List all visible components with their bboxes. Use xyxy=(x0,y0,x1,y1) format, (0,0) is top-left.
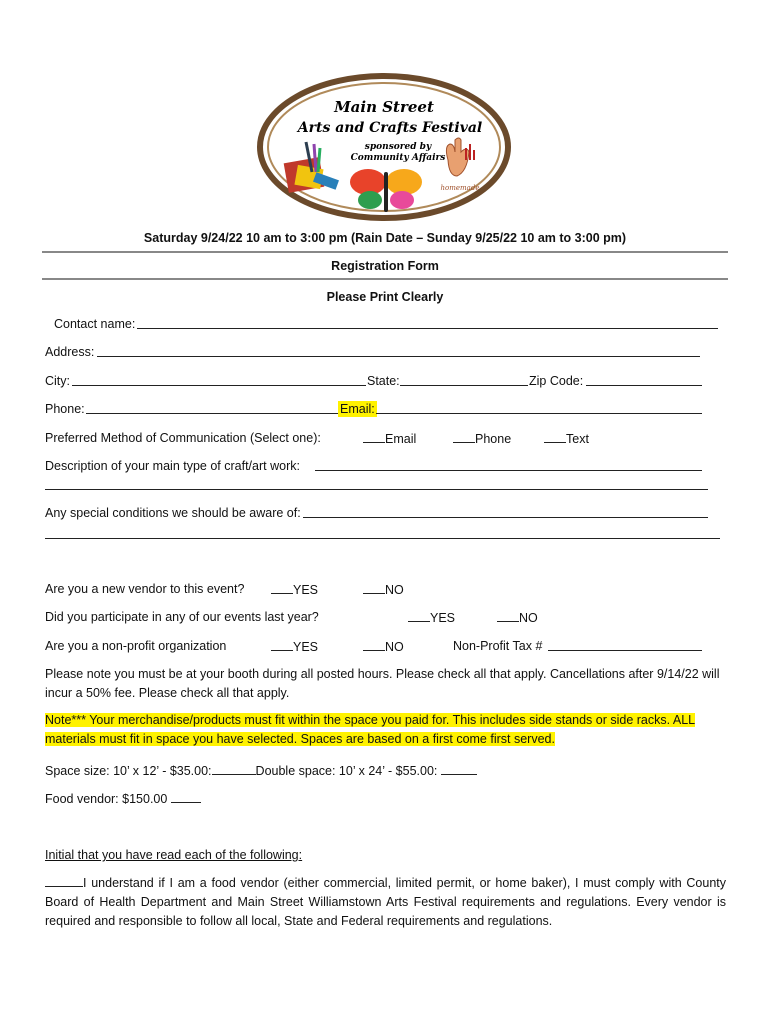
form-title: Registration Form xyxy=(331,259,439,273)
tax-id-field[interactable] xyxy=(548,650,702,651)
double-space-blank[interactable] xyxy=(441,762,477,775)
non-profit-question: Are you a non-profit organization xyxy=(45,639,227,653)
initials-item-1-text: I understand if I am a food vendor (either commercial, limited permit, or home baker), I must comply with County Board of Health Department and Main Street Williamstown Arts Festival requirements and regulations. Every vendor is required and responsible to follow all local, State and Federal requirements and regulations. xyxy=(45,876,726,928)
preferred-method-label: Preferred Method of Communication (Select one): xyxy=(45,431,321,445)
past-events-no-label: NO xyxy=(519,611,538,625)
non-profit-yes[interactable] xyxy=(271,638,318,655)
space-size-row xyxy=(45,762,477,779)
state-field[interactable] xyxy=(400,385,528,386)
city-field[interactable] xyxy=(72,385,366,386)
past-events-yes-blank[interactable] xyxy=(408,609,430,622)
event-date-line: Saturday 9/24/22 10 am to 3:00 pm (Rain Date – Sunday 9/25/22 10 am to 3:00 pm) xyxy=(143,231,627,245)
space-size-label: Space size: 10’ x 12’ - $35.00: xyxy=(45,764,212,778)
hours-note: Please note you must be at your booth during all posted hours. Please check all that apply. Cancellations after 9/14/22 will incur a 50% fee. Please check all that apply. xyxy=(45,667,720,700)
non-profit-yes-blank[interactable] xyxy=(271,638,293,651)
print-instruction: Please Print Clearly xyxy=(326,290,444,304)
non-profit-no-label: NO xyxy=(385,640,404,654)
zip-field[interactable] xyxy=(586,385,702,386)
past-events-no[interactable] xyxy=(497,609,538,626)
divider-top xyxy=(42,251,728,253)
space-note-text: Note*** Your merchandise/products must fit within the space you paid for. This includes side stands or side racks. ALL materials must fit in space you have selected. Spaces are based on a first come first served. xyxy=(45,713,696,746)
space-note xyxy=(45,711,725,749)
option-text-label: Text xyxy=(566,432,589,446)
divider-bottom xyxy=(42,278,728,280)
food-vendor-row xyxy=(45,790,201,807)
new-vendor-question: Are you a new vendor to this event? xyxy=(45,582,245,596)
new-vendor-yes[interactable] xyxy=(271,581,318,598)
special-conditions-field[interactable] xyxy=(303,517,708,518)
new-vendor-yes-blank[interactable] xyxy=(271,581,293,594)
logo-line2: Arts and Crafts Festival xyxy=(297,120,483,136)
past-events-question: Did you participate in any of our events last year? xyxy=(45,610,319,624)
festival-logo xyxy=(256,72,512,222)
past-events-yes[interactable] xyxy=(408,609,455,626)
email-label: Email: xyxy=(340,402,375,416)
initials-item-1-blank[interactable] xyxy=(45,874,83,887)
option-email[interactable] xyxy=(363,430,416,447)
phone-label: Phone: xyxy=(45,402,85,416)
option-phone-label: Phone xyxy=(475,432,512,446)
non-profit-no-blank[interactable] xyxy=(363,638,385,651)
space-size-blank[interactable] xyxy=(212,762,256,775)
butterfly-icon xyxy=(350,169,422,212)
address-label: Address: xyxy=(45,345,95,359)
logo-line1: Main Street xyxy=(334,98,434,116)
new-vendor-no-label: NO xyxy=(385,583,404,597)
craft-description-field[interactable] xyxy=(315,470,702,471)
special-conditions-label: Any special conditions we should be aware of: xyxy=(45,506,301,520)
logo-line3: sponsored by xyxy=(364,142,432,152)
option-phone-blank[interactable] xyxy=(453,430,475,443)
state-label: State: xyxy=(367,374,400,388)
contact-name-label: Contact name: xyxy=(54,317,136,331)
new-vendor-no[interactable] xyxy=(363,581,404,598)
food-vendor-blank[interactable] xyxy=(171,790,201,803)
non-profit-no[interactable] xyxy=(363,638,404,655)
tax-id-label: Non-Profit Tax # xyxy=(453,639,543,653)
logo-line4: Community Affairs xyxy=(350,153,446,163)
email-field[interactable] xyxy=(376,413,702,414)
past-events-yes-label: YES xyxy=(430,611,456,625)
double-space-label: Double space: 10’ x 24’ - $55.00: xyxy=(255,764,438,778)
special-conditions-field-2[interactable] xyxy=(45,538,720,539)
address-field[interactable] xyxy=(97,356,700,357)
option-phone[interactable] xyxy=(453,430,511,447)
craft-description-label: Description of your main type of craft/art work: xyxy=(45,459,300,473)
option-text-blank[interactable] xyxy=(544,430,566,443)
new-vendor-no-blank[interactable] xyxy=(363,581,385,594)
new-vendor-yes-label: YES xyxy=(293,583,319,597)
zip-label: Zip Code: xyxy=(529,374,584,388)
city-label: City: xyxy=(45,374,70,388)
option-email-blank[interactable] xyxy=(363,430,385,443)
phone-field[interactable] xyxy=(86,413,338,414)
craft-description-field-2[interactable] xyxy=(45,489,708,490)
initials-heading: Initial that you have read each of the following: xyxy=(45,848,303,862)
non-profit-yes-label: YES xyxy=(293,640,319,654)
contact-name-field[interactable] xyxy=(137,328,718,329)
option-email-label: Email xyxy=(385,432,417,446)
logo-mark: homemade xyxy=(440,184,480,192)
option-text[interactable] xyxy=(544,430,589,447)
initials-item-1 xyxy=(45,874,726,931)
food-vendor-label: Food vendor: $150.00 xyxy=(45,792,168,806)
past-events-no-blank[interactable] xyxy=(497,609,519,622)
